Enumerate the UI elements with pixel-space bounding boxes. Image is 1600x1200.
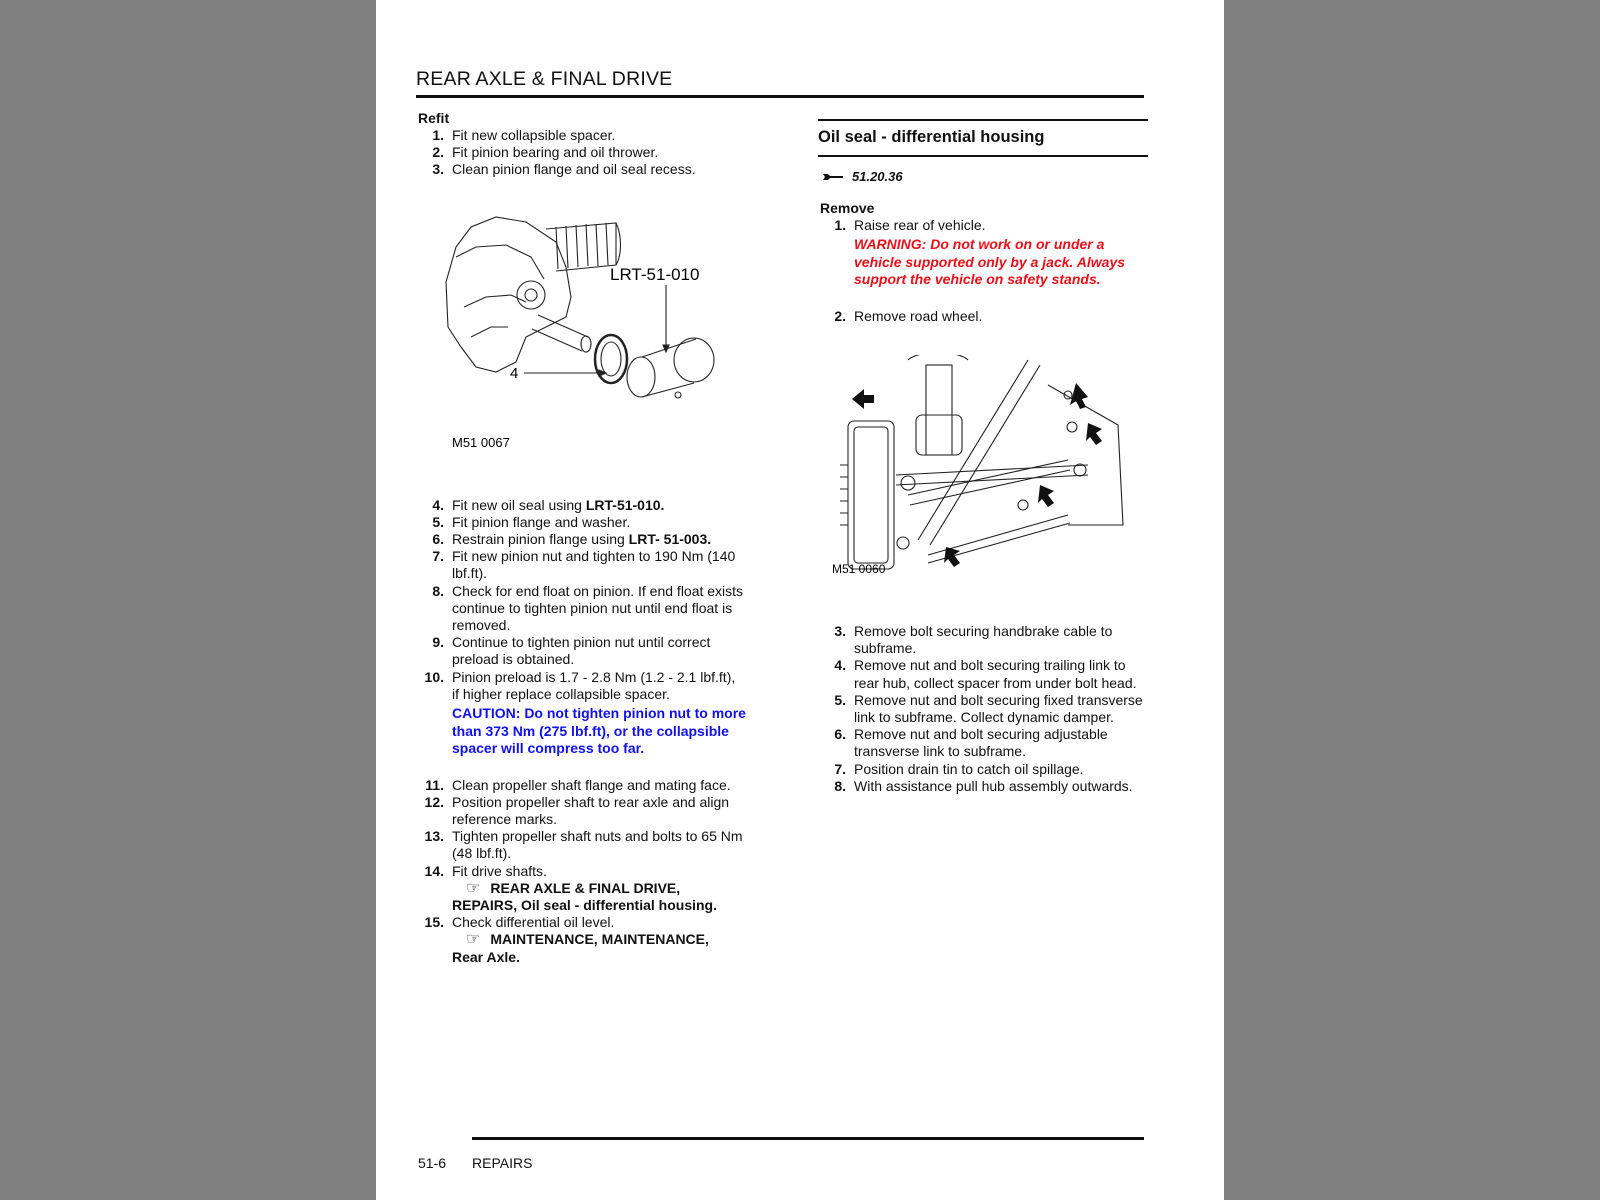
page-number: 51-6 <box>418 1155 447 1171</box>
rear-suspension-figure <box>818 355 1148 595</box>
pointing-hand-icon: ☞ <box>466 931 481 949</box>
step-item: 5. Fit pinion flange and washer. <box>432 513 631 530</box>
pinion-seal-figure <box>416 187 746 497</box>
pointing-hand-icon: ☞ <box>466 879 481 897</box>
header-rule <box>416 95 1144 98</box>
footer-rule <box>472 1137 1144 1140</box>
step-item: 8. With assistance pull hub assembly outwards. <box>834 777 1133 794</box>
figure1-code: M51 0067 <box>452 434 510 450</box>
section-title: Oil seal - differential housing <box>818 119 1148 157</box>
step-item: 15. Check differential oil level. <box>424 914 615 931</box>
operation-number: 51.20.36 <box>822 169 1148 184</box>
document-page <box>376 0 1224 1200</box>
step-item: 10. Pinion preload is 1.7 - 2.8 Nm (1.2 - 2.1 lbf.ft), if higher replace collapsible spacer. <box>424 668 736 702</box>
caution-note: CAUTION: Do not tighten pinion nut to more than 373 Nm (275 lbf.ft), or the collapsible spacer will compress too far. <box>452 705 746 757</box>
step-item: 6. Restrain pinion flange using LRT- 51-003. <box>432 531 712 548</box>
step-item: 2. Fit pinion bearing and oil thrower. <box>432 144 659 161</box>
step-item: 3. Remove bolt securing handbrake cable to subframe. <box>834 622 1113 657</box>
figure1-tool-label: LRT-51-010 <box>610 264 700 284</box>
footer-section: REPAIRS <box>472 1155 533 1171</box>
cross-reference[interactable]: ☞ MAINTENANCE, MAINTENANCE, Rear Axle. <box>452 931 709 965</box>
step-item: 1. Fit new collapsible spacer. <box>432 127 616 143</box>
step-item: 5. Remove nut and bolt securing fixed transverse link to subframe. Collect dynamic damper. <box>834 691 1143 725</box>
left-column <box>416 110 746 966</box>
refit-heading: Refit <box>418 110 450 126</box>
step-item: 1. Raise rear of vehicle. <box>834 217 986 233</box>
warning-note: WARNING: Do not work on or under a vehicle supported only by a jack. Always support the vehicle on safety stands. <box>854 236 1126 288</box>
step-item: 7. Position drain tin to catch oil spillage. <box>834 760 1084 777</box>
cross-reference[interactable]: ☞ REAR AXLE & FINAL DRIVE, REPAIRS, Oil seal - differential housing. <box>452 879 718 913</box>
step-item: 4. Remove nut and bolt securing trailing link to rear hub, collect spacer from under bolt head. <box>834 657 1137 691</box>
page-header-title: REAR AXLE & FINAL DRIVE <box>416 68 673 90</box>
step-item: 4. Fit new oil seal using LRT-51-010. <box>432 496 665 513</box>
step-item: 14. Fit drive shafts. <box>424 862 547 879</box>
step-item: 8. Check for end float on pinion. If end float exists continue to tighten pinion nut until end float is removed. <box>432 582 744 634</box>
figure2-code: M51 0060 <box>832 561 886 576</box>
right-column <box>818 110 1148 795</box>
step-item: 6. Remove nut and bolt securing adjustable transverse link to subframe. <box>834 726 1108 760</box>
step-item: 7. Fit new pinion nut and tighten to 190 Nm (140 lbf.ft). <box>432 548 736 582</box>
step-item: 12. Position propeller shaft to rear axle and align reference marks. <box>424 793 730 827</box>
step-item: 11. Clean propeller shaft flange and mating face. <box>425 776 731 793</box>
step-item: 9. Continue to tighten pinion nut until correct preload is obtained. <box>432 634 711 668</box>
figure1-callout: 4 <box>510 364 519 382</box>
wrench-icon <box>822 172 844 182</box>
step-item: 3. Clean pinion flange and oil seal recess. <box>432 161 696 178</box>
step-item: 13. Tighten propeller shaft nuts and bolts to 65 Nm (48 lbf.ft). <box>424 828 743 862</box>
step-item: 2. Remove road wheel. <box>834 307 983 324</box>
remove-heading: Remove <box>820 200 875 216</box>
